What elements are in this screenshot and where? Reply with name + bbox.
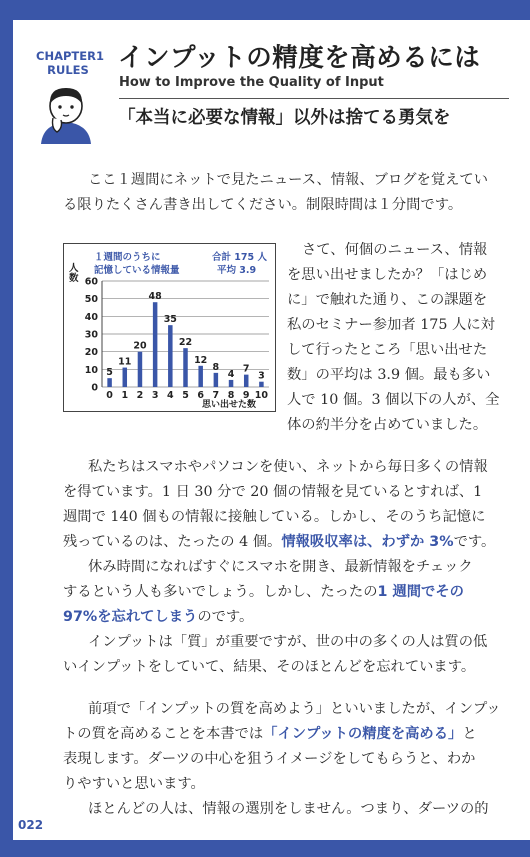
chart-x-tick-label: 8 bbox=[227, 390, 235, 401]
highlight-one-week: 1 週間でその bbox=[377, 584, 464, 600]
chart-y-tick-label: 30 bbox=[84, 329, 98, 341]
page-subtitle: How to Improve the Quality of Input bbox=[119, 75, 384, 90]
paragraph-6-line-2-text: トの質を高めることを本書では bbox=[63, 726, 264, 742]
top-bar bbox=[0, 0, 530, 20]
chart-y-tick-label: 10 bbox=[84, 364, 98, 376]
highlight-forget-97: 97%を忘れてしまう bbox=[63, 609, 198, 625]
chart-data-label: 7 bbox=[242, 363, 250, 375]
paragraph-4-line-3 bbox=[63, 605, 253, 630]
paragraph-2-line-7: 人で 10 個。3 個以下の人が、全 bbox=[287, 392, 500, 408]
chart-y-tick-label: 20 bbox=[84, 347, 98, 359]
chart-x-tick-label: 0 bbox=[106, 390, 113, 401]
paragraph-2-line-6: 数」の平均は 3.9 個。最も多い bbox=[287, 367, 491, 383]
left-bar bbox=[0, 20, 13, 840]
chart-summary-total: 合計 175 人 bbox=[212, 252, 267, 263]
chart-bar bbox=[107, 378, 112, 387]
chart-bar bbox=[259, 382, 264, 387]
chart-x-tick-label: 2 bbox=[136, 390, 144, 401]
chart-y-axis-label: 人数 bbox=[69, 263, 79, 284]
paragraph-2-line-2: を思い出せましたか？「はじめ bbox=[287, 267, 488, 283]
chart-bar bbox=[214, 373, 219, 387]
paragraph-4-line-1: 休み時間になればすぐにスマホを開き、最新情報をチェック bbox=[88, 559, 473, 575]
chart-x-axis-label: 思い出せた数 bbox=[202, 400, 257, 410]
paragraph-2-line-8: 体の約半分を占めていました。 bbox=[287, 417, 488, 433]
chart-x-tick-label: 5 bbox=[182, 390, 189, 401]
chart-y-tick-label: 60 bbox=[84, 276, 98, 288]
paragraph-6-line-2-end: と bbox=[462, 726, 477, 742]
paragraph-2-line-5: して行ったところ「思い出せた bbox=[287, 342, 488, 358]
page-number: 022 bbox=[18, 818, 44, 832]
chart-bar bbox=[123, 368, 128, 387]
highlight-input-precision: 「インプットの精度を高める」 bbox=[263, 726, 463, 742]
chart-x-tick-label: 7 bbox=[212, 390, 220, 401]
chart-bar bbox=[168, 325, 173, 387]
paragraph-5-line-2: いインプットをしていて、結果、そのほとんどを忘れています。 bbox=[63, 659, 476, 675]
chart-x-tick-label: 9 bbox=[242, 390, 250, 401]
chart-bar bbox=[229, 380, 234, 387]
paragraph-5-line-1: インプットは「質」が重要ですが、世の中の多くの人は質の低 bbox=[88, 634, 488, 650]
chart-x-tick-label: 1 bbox=[121, 390, 129, 401]
chart-bar bbox=[153, 302, 158, 387]
paragraph-6-line-4: りやすいと思います。 bbox=[63, 776, 205, 792]
chart-x-tick-label: 3 bbox=[151, 390, 159, 401]
page-title: インプットの精度を高めるには bbox=[118, 43, 481, 73]
chart-y-tick-label: 50 bbox=[84, 294, 98, 306]
chapter-number: CHAPTER1 bbox=[36, 49, 104, 63]
chart-data-label: 20 bbox=[133, 340, 147, 352]
paragraph-4-line-2 bbox=[63, 580, 464, 605]
chart-data-label: 8 bbox=[212, 361, 220, 373]
paragraph-3-line-2: を得ています。1 日 30 分で 20 個の情報を見ているとすれば、1 bbox=[63, 484, 483, 500]
paragraph-1-line-2: る限りたくさん書き出してください。制限時間は１分間です。 bbox=[63, 197, 463, 213]
chart-data-label: 35 bbox=[163, 314, 177, 326]
title-divider bbox=[119, 98, 509, 99]
chart-x-tick-label: 6 bbox=[197, 390, 204, 401]
chart-x-tick-label: 4 bbox=[167, 390, 174, 401]
paragraph-3-line-1: 私たちはスマホやパソコンを使い、ネットから毎日多くの情報 bbox=[88, 459, 488, 475]
chart-bar bbox=[138, 352, 143, 387]
chart-data-label: 5 bbox=[106, 367, 113, 379]
avatar-illustration bbox=[37, 84, 95, 144]
chart-bar bbox=[244, 375, 249, 387]
paragraph-2-line-4: 私のセミナー参加者 175 人に対 bbox=[287, 317, 495, 333]
paragraph-3-line-4-end: です。 bbox=[453, 534, 496, 550]
chart-bar bbox=[183, 348, 188, 387]
chart-y-tick-label: 0 bbox=[91, 382, 98, 394]
chart-data-label: 3 bbox=[258, 370, 265, 382]
chart-title-line-2: 記憶している情報量 bbox=[94, 265, 180, 276]
chart-x-tick-label: 10 bbox=[254, 390, 269, 401]
chart-data-label: 22 bbox=[178, 337, 193, 349]
bar-chart bbox=[63, 243, 276, 412]
bottom-bar bbox=[0, 840, 530, 857]
paragraph-1-line-1: ここ１週間にネットで見たニュース、情報、ブログを覚えてい bbox=[88, 172, 489, 188]
chart-data-label: 12 bbox=[194, 354, 208, 366]
paragraph-3-line-4 bbox=[63, 530, 495, 555]
chart-data-label: 48 bbox=[148, 291, 162, 303]
paragraph-6-line-2 bbox=[63, 722, 477, 747]
paragraph-3-line-4-text: 残っているのは、たったの 4 個。 bbox=[63, 534, 282, 550]
lead-heading: 「本当に必要な情報」以外は捨てる勇気を bbox=[118, 108, 451, 128]
chart-y-tick-label: 40 bbox=[84, 311, 98, 323]
chart-summary-mean: 平均 3.9 bbox=[217, 265, 257, 276]
paragraph-2-line-3: に」で触れた通り、この課題を bbox=[287, 292, 488, 308]
paragraph-3-line-3: 週間で 140 個もの情報に接触している。しかし、そのうち記憶に bbox=[63, 509, 486, 525]
chapter-label bbox=[36, 49, 104, 77]
paragraph-4-line-2-text: するという人も多いでしょう。しかし、たったの bbox=[63, 584, 378, 600]
chart-data-label: 4 bbox=[227, 368, 235, 380]
paragraph-6-line-5: ほとんどの人は、情報の選別をしません。つまり、ダーツの的 bbox=[88, 801, 489, 817]
chart-bar bbox=[198, 366, 203, 387]
section-name: RULES bbox=[47, 63, 89, 77]
chart-data-label: 11 bbox=[118, 356, 132, 368]
paragraph-2-line-1: さて、何個のニュース、情報 bbox=[302, 242, 488, 258]
chart-title-line-1: １週間のうちに bbox=[94, 252, 161, 263]
paragraph-6-line-3: 表現します。ダーツの中心を狙うイメージをしてもらうと、わか bbox=[63, 751, 476, 767]
paragraph-4-line-3-end: のです。 bbox=[197, 609, 254, 625]
highlight-absorption-rate: 情報吸収率は、わずか 3% bbox=[281, 534, 454, 550]
paragraph-6-line-1: 前項で「インプットの質を高めよう」といいましたが、インプッ bbox=[88, 701, 501, 717]
